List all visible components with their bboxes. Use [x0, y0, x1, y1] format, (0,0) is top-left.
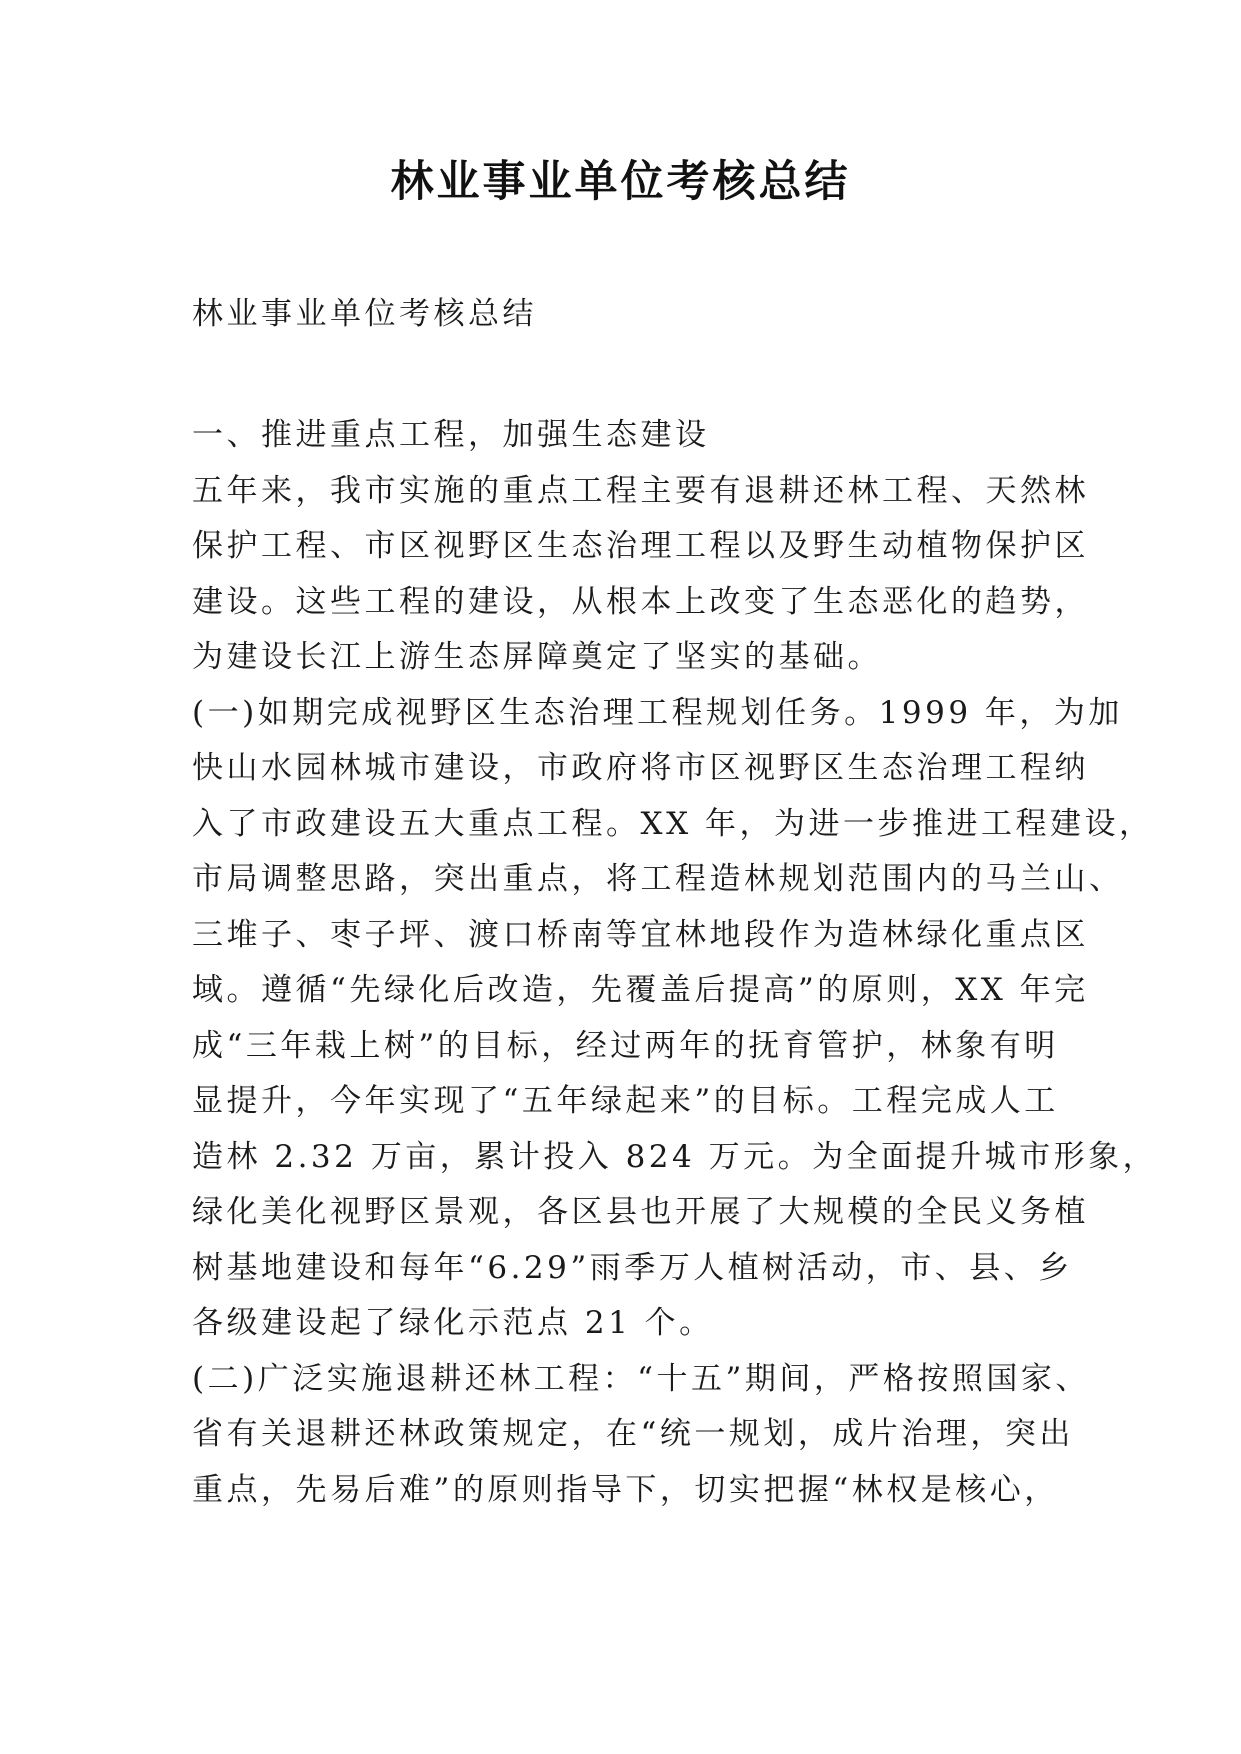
body-line: 重点，先易后难”的原则指导下，切实把握“林权是核心， — [192, 1471, 1059, 1508]
body-line: 造林 2.32 万亩，累计投入 824 万元。为全面提升城市形象， — [192, 1138, 1158, 1175]
document-body — [192, 408, 1158, 1518]
body-line: 入了市政建设五大重点工程。XX 年，为进一步推进工程建设， — [192, 805, 1154, 842]
body-line: 快山水园林城市建设，市政府将市区视野区生态治理工程纳 — [192, 750, 1089, 786]
body-line: 保护工程、市区视野区生态治理工程以及野生动植物保护区 — [192, 528, 1089, 564]
body-line: (一)如期完成视野区生态治理工程规划任务。1999 年，为加 — [192, 694, 1123, 731]
body-line: 域。遵循“先绿化后改造，先覆盖后提高”的原则，XX 年完 — [192, 972, 1089, 1008]
body-line: 五年来，我市实施的重点工程主要有退耕还林工程、天然林 — [192, 472, 1089, 509]
body-line: 建设。这些工程的建设，从根本上改变了生态恶化的趋势， — [192, 583, 1089, 620]
body-line: 市局调整思路，突出重点，将工程造林规划范围内的马兰山、 — [192, 861, 1124, 897]
body-line: 一、推进重点工程，加强生态建设 — [192, 417, 710, 453]
body-line: 树基地建设和每年“6.29”雨季万人植树活动，市、县、乡 — [192, 1249, 1073, 1286]
body-line: (二)广泛实施退耕还林工程：“十五”期间，严格按照国家、 — [192, 1360, 1090, 1397]
body-line: 各级建设起了绿化示范点 21 个。 — [192, 1305, 714, 1341]
body-line: 省有关退耕还林政策规定，在“统一规划，成片治理，突出 — [192, 1416, 1074, 1452]
body-line: 成“三年栽上树”的目标，经过两年的抚育管护，林象有明 — [192, 1027, 1059, 1064]
body-line: 显提升，今年实现了“五年绿起来”的目标。工程完成人工 — [192, 1083, 1059, 1119]
document-subtitle: 林业事业单位考核总结 — [192, 296, 537, 332]
body-line: 绿化美化视野区景观，各区县也开展了大规模的全民义务植 — [192, 1194, 1089, 1230]
document-title: 林业事业单位考核总结 — [390, 157, 851, 207]
body-line: 三堆子、枣子坪、渡口桥南等宜林地段作为造林绿化重点区 — [192, 916, 1089, 953]
body-line: 为建设长江上游生态屏障奠定了坚实的基础。 — [192, 639, 882, 675]
